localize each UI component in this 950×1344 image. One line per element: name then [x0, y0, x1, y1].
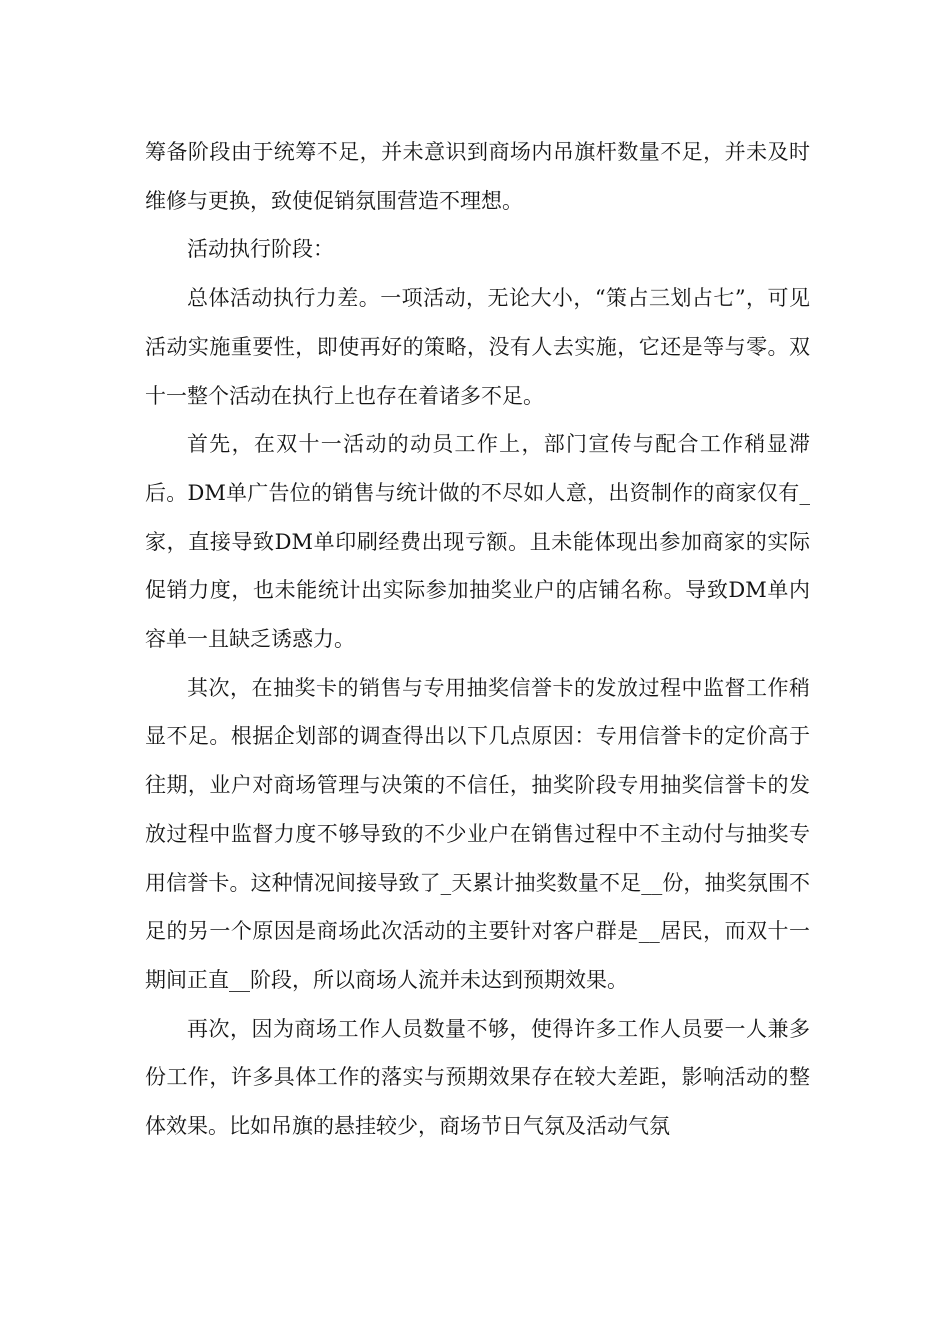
paragraph-overall-execution: 总体活动执行力差。一项活动，无论大小，“策占三划占七”，可见活动实施重要性，即使再好的策略，没有人去实施，它还是等与零。双十一整个活动在执行上也存在着诸多不足。 [145, 286, 810, 408]
paragraph-second-point: 其次，在抽奖卡的销售与专用抽奖信誉卡的发放过程中监督工作稍显不足。根据企划部的调查得出以下几点原因：专用信誉卡的定价高于往期，业户对商场管理与决策的不信任，抽奖阶段专用抽奖信誉卡的发放过程中监督力度不够导致的不少业户在销售过程中不主动付与抽奖专用信誉卡。这种情况间接导致了_天累计抽奖数量不足__份，抽奖氛围不足的另一个原因是商场此次活动的主要针对客户群是__居民，而双十一期间正直__阶段，所以商场人流并未达到预期效果。 [145, 675, 810, 992]
paragraph-preparation-stage: 筹备阶段由于统筹不足，并未意识到商场内吊旗杆数量不足，并未及时维修与更换，致使促销氛围营造不理想。 [145, 140, 810, 213]
paragraph-third-point: 再次，因为商场工作人员数量不够，使得许多工作人员要一人兼多份工作，许多具体工作的落实与预期效果存在较大差距，影响活动的整体效果。比如吊旗的悬挂较少，商场节日气氛及活动气氛 [145, 1016, 810, 1139]
paragraph-first-point: 首先，在双十一活动的动员工作上，部门宣传与配合工作稍显滞后。DM单广告位的销售与统计做的不尽如人意，出资制作的商家仅有_家，直接导致DM单印刷经费出现亏额。且未能体现出参加商家的实际促销力度，也未能统计出实际参加抽奖业户的店铺名称。导致DM单内容单一且缺乏诱惑力。 [145, 432, 810, 652]
section-heading-execution-stage: 活动执行阶段： [187, 237, 334, 262]
document-body [145, 128, 810, 1151]
